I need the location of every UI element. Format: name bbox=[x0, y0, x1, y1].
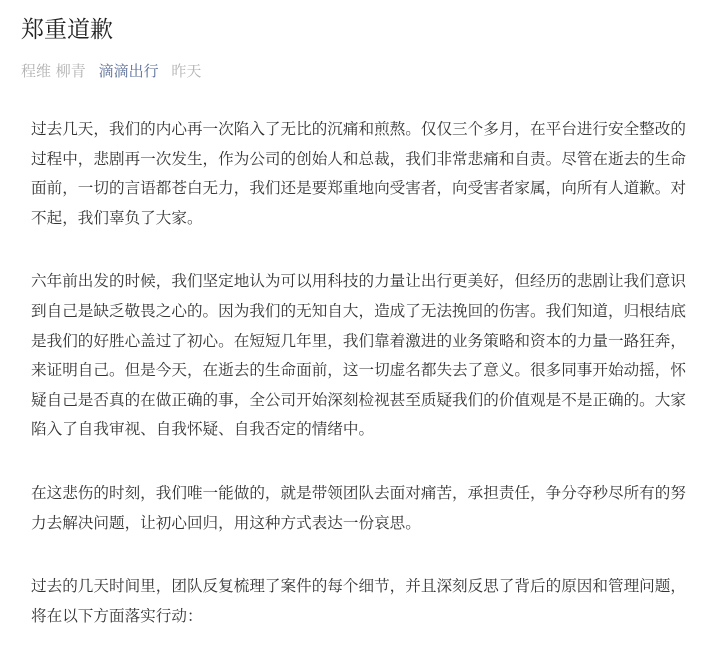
article-title: 郑重道歉 bbox=[21, 17, 113, 43]
publish-date: 昨天 bbox=[171, 62, 202, 80]
article-author: 程维 柳青 bbox=[21, 62, 86, 80]
paragraph: 在这悲伤的时刻，我们唯一能做的，就是带领团队去面对痛苦，承担责任，争分夺秒尽所有的努力去解决问题，让初心回归，用这种方式表达一份哀思。 bbox=[31, 483, 686, 532]
article-body bbox=[31, 115, 693, 665]
paragraph: 六年前出发的时候，我们坚定地认为可以用科技的力量让出行更美好，但经历的悲剧让我们意识到自己是缺乏敬畏之心的。因为我们的无知自大，造成了无法挽回的伤害。我们知道，归根结底是我们的好胜心盖过了初心。在短短几年里，我们靠着激进的业务策略和资本的力量一路狂奔，来证明自己。但是今天，在逝去的生命面前，这一切虚名都失去了意义。很多同事开始动摇，怀疑自己是否真的在做正确的事，全公司开始深刻检视甚至质疑我们的价值观是不是正确的。大家陷入了自我审视、自我怀疑、自我否定的情绪中。 bbox=[31, 272, 686, 439]
paragraph: 过去的几天时间里，团队反复梳理了案件的每个细节，并且深刻反思了背后的原因和管理问题，将在以下方面落实行动： bbox=[31, 577, 686, 625]
article-meta bbox=[21, 60, 209, 82]
paragraph: 过去几天，我们的内心再一次陷入了无比的沉痛和煎熬。仅仅三个多月，在平台进行安全整改的过程中，悲剧再一次发生，作为公司的创始人和总裁，我们非常悲痛和自责。尽管在逝去的生命面前，一切的言语都苍白无力，我们还是要郑重地向受害者，向受害者家属，向所有人道歉。对不起，我们辜负了大家。 bbox=[31, 120, 686, 227]
account-link[interactable]: 滴滴出行 bbox=[98, 62, 159, 80]
